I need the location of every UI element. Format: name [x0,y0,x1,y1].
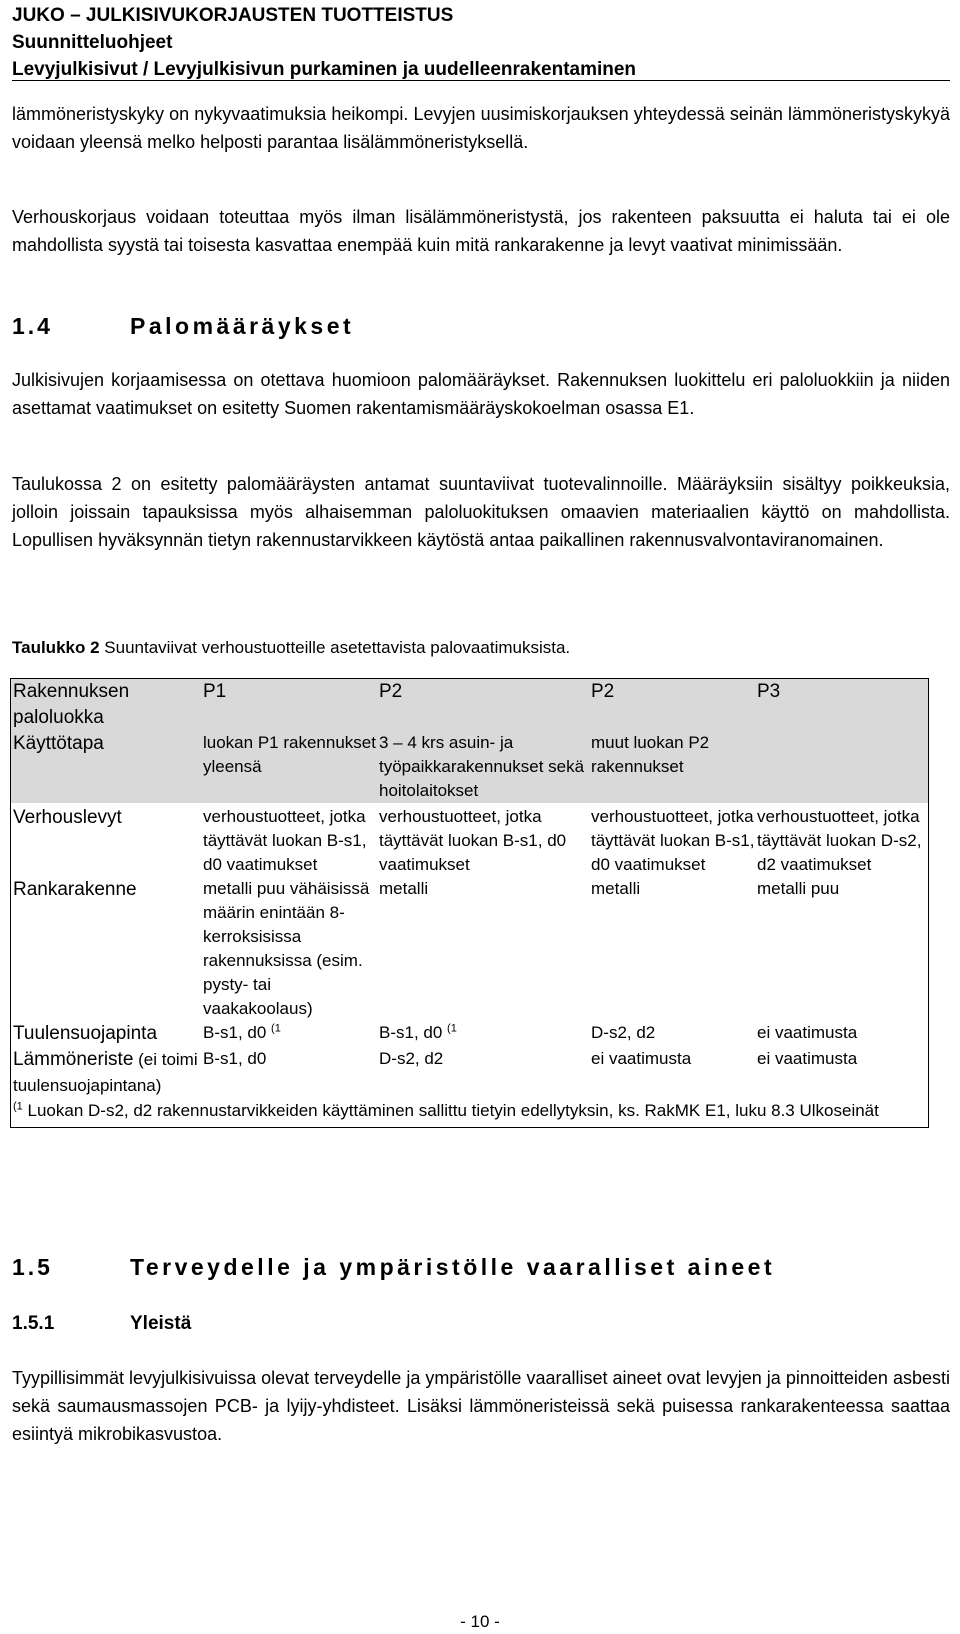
section-title: Palomääräykset [130,313,355,339]
page-number: - 10 - [460,1612,500,1631]
table-cell: P2 [589,679,755,731]
table-cell: verhoustuotteet, jotka täyttävät luokan B-s1, d0 vaatimukset [203,807,367,874]
table-cell: Verhouslevyt [13,807,122,828]
table-cell: P1 [201,679,377,731]
table-cell: metalli puu vähäisissä määrin enintään 8-kerroksisissa rakennuksissa (esim. pysty- tai vaakakoolaus) [203,879,370,1018]
table-row [11,803,928,877]
table-cell [755,731,928,803]
section-number: 1.4 [12,313,53,339]
header-rule [12,80,950,81]
footnote-text: Luokan D-s2, d2 rakennustarvikkeiden käyttäminen sallittu tietyin edellytyksin, ks. RakMK E1, luku 8.3 Ulkoseinät [22,1101,879,1120]
table-cell: ei vaatimusta [757,1023,858,1042]
table-cell: Rankarakenne [13,879,137,900]
document-header [12,2,942,83]
footnote-marker: (1 [13,1100,23,1113]
row-label-note: (ei toimi tuulensuojapintana) [13,1050,198,1095]
table-cell: verhoustuotteet, jotka täyttävät luokan B-s1, d0 vaatimukset [591,807,755,874]
cell-text: B-s1, d0 [203,1023,267,1042]
table-row [11,1021,928,1047]
table-cell: Tuulensuojapinta [13,1023,158,1044]
footnote-ref: (1 [271,1022,281,1035]
table-row [11,877,928,1021]
table-cell: Käyttötapa [11,731,201,803]
table-caption-label: Taulukko 2 [12,638,100,657]
table-cell [201,1021,377,1047]
section-heading-1-5 [12,1254,775,1281]
table-cell: B-s1, d0 [203,1049,267,1068]
row-label: Lämmöneriste [13,1049,134,1070]
fire-requirements-table [11,679,928,1127]
cell-text: B-s1, d0 [379,1023,443,1042]
section-title: Terveydelle ja ympäristölle vaaralliset aineet [130,1254,776,1280]
paragraph: Tyypillisimmät levyjulkisivuissa olevat terveydelle ja ympäristölle vaaralliset aineet ovat levyjen ja pinnoitteiden asbesti sekä saumausmassojen PCB- ja lyijy-yhdisteet. Lisäksi lämmöneristeissä sekä puisessa rankarakenteessa saattaa esiintyä mikrobikasvustoa. [12,1368,950,1444]
header-project-title: JUKO – JULKISIVUKORJAUSTEN TUOTTEISTUS [12,5,454,26]
subsection-title: Yleistä [130,1313,192,1334]
paragraph: Taulukossa 2 on esitetty palomääräysten antamat suuntaviivat tuotevalinnoille. Määräyksiin sisältyy poikkeuksia, jolloin joissain tapauksissa myös alhaisemman paloluokituksen omaavien materiaalien käyttö on mahdollista. Lopullisen hyväksynnän tietyn rakennustarvikkeen käytöstä antaa paikallinen rakennusvalvontaviranomainen. [12,474,950,550]
table-caption [12,638,570,658]
section-heading-1-4 [12,313,354,340]
table-cell: metalli puu [757,879,840,898]
section-number: 1.5 [12,1254,53,1280]
subsection-number: 1.5.1 [12,1313,55,1334]
table-footnote [11,1099,928,1127]
table-cell: verhoustuotteet, jotka täyttävät luokan D-s2, d2 vaatimukset [757,807,922,874]
table-cell: ei vaatimusta [591,1049,692,1068]
table-cell: luokan P1 rakennukset yleensä [201,731,377,803]
table-row [11,731,928,803]
table-cell [377,1021,589,1047]
table-caption-text: Suuntaviivat verhoustuotteille asetettavista palovaatimuksista. [99,638,571,657]
table-cell: ei vaatimusta [757,1049,858,1068]
table-cell: muut luokan P2 rakennukset [589,731,755,803]
table-row [11,679,928,731]
table-cell [11,1047,201,1099]
paragraph: Verhouskorjaus voidaan toteuttaa myös ilman lisälämmöneristystä, jos rakenteen paksuutta ei haluta tai ei ole mahdollista syystä tai toisesta kasvattaa enempää kuin mitä rankarakenne ja levyt vaativat minimissään. [12,207,950,255]
table-cell: D-s2, d2 [379,1049,444,1068]
table-cell: metalli [379,879,429,898]
table-cell: D-s2, d2 [591,1023,656,1042]
table-row [11,1099,928,1127]
table-cell: verhoustuotteet, jotka täyttävät luokan B-s1, d0 vaatimukset [379,807,567,874]
header-doc-subject: Levyjulkisivut / Levyjulkisivun purkaminen ja uudelleenrakentaminen [12,59,637,80]
paragraph: lämmöneristyskyky on nykyvaatimuksia heikompi. Levyjen uusimiskorjauksen yhteydessä seinän lämmöneristyskykyä voidaan yleensä melko helposti parantaa lisälämmöneristyksellä. [12,104,950,152]
table-cell: 3 – 4 krs asuin- ja työpaikkarakennukset sekä hoitolaitokset [377,731,589,803]
table-cell: Rakennuksen paloluokka [11,679,201,731]
paragraph: Julkisivujen korjaamisessa on otettava huomioon palomääräykset. Rakennuksen luokittelu eri paloluokkiin ja niiden asettamat vaatimukset on esitetty Suomen rakentamismääräyskokoelman osassa E1. [12,370,950,418]
subsection-heading-1-5-1 [12,1313,191,1335]
header-doc-type: Suunnitteluohjeet [12,32,173,53]
table-cell: P2 [377,679,589,731]
table-row [11,1047,928,1099]
table-cell: metalli [591,879,641,898]
footnote-ref: (1 [447,1022,457,1035]
table-cell: P3 [755,679,928,731]
